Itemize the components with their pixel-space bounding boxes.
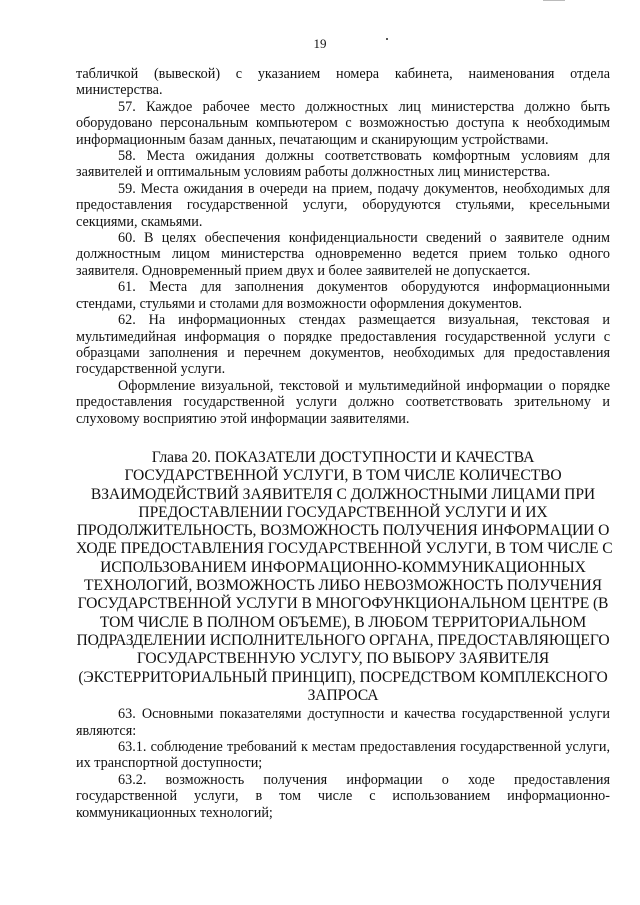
paragraph-p59: 59. Места ожидания в очереди на прием, подачу документов, необходимых для предоставления государственной услуги, оборудуются стульями, кресельными секциями, скамьями. [76,180,610,230]
paragraph-p61: 61. Места для заполнения документов оборудуются информационными стендами, стульями и столами для возможности оформления документов. [76,279,610,312]
paragraphs-before-chapter [76,66,610,427]
paragraph-p57: 57. Каждое рабочее место должностных лиц министерства должно быть оборудовано персональным компьютером с возможностью доступа к необходимым информационным базам данных, печатающим и сканирующим устройствами. [76,98,610,148]
paragraph-p63-2: 63.2. возможность получения информации о ходе предоставления государственной услуги, в том числе с использованием информационно-коммуникационных технологий; [76,771,610,821]
document-body [76,66,613,821]
chapter-heading-line: ГОСУДАРСТВЕННУЮ УСЛУГУ, ПО ВЫБОРУ ЗАЯВИТЕЛЯ [136,650,550,668]
chapter-heading-line: (ЭКСТЕРРИТОРИАЛЬНЫЙ ПРИНЦИП), ПОСРЕДСТВОМ КОМПЛЕКСНОГО [78,668,608,686]
chapter-heading-line: ГОСУДАРСТВЕННОЙ УСЛУГИ В МНОГОФУНКЦИОНАЛЬНОМ ЦЕНТРЕ (В [77,595,609,613]
paragraph-p58: 58. Места ожидания должны соответствовать комфортным условиям для заявителей и оптимальным условиям работы должностных лиц министерства. [76,148,610,181]
paragraph-p62: 62. На информационных стендах размещается визуальная, текстовая и мультимедийная информация о порядке предоставления государственной услуги с образцами заполнения и перечнем документов, необходимых для предоставления государственной услуги. [76,312,610,378]
paragraph-p-continuation: табличкой (вывеской) с указанием номера кабинета, наименования отдела министерства. [76,66,610,99]
paragraph-p63: 63. Основными показателями доступности и качества государственной услуги являются: [76,706,610,739]
scan-speck [386,38,388,40]
chapter-heading-line: ЗАПРОСА [307,686,379,704]
paragraph-p63-1: 63.1. соблюдение требований к местам предоставления государственной услуги, их транспортной доступности; [76,738,610,772]
chapter-heading-line: ТЕХНОЛОГИЙ, ВОЗМОЖНОСТЬ ЛИБО НЕВОЗМОЖНОСТЬ ПОЛУЧЕНИЯ [84,577,602,595]
chapter-heading-line: ИСПОЛЬЗОВАНИЕМ ИНФОРМАЦИОННО-КОММУНИКАЦИОННЫХ [100,558,586,576]
chapter-heading-line: ВЗАИМОДЕЙСТВИЙ ЗАЯВИТЕЛЯ С ДОЛЖНОСТНЫМИ ЛИЦАМИ ПРИ [90,485,596,503]
chapter-heading-line: ТОМ ЧИСЛЕ В ПОЛНОМ ОБЪЕМЕ), В ЛЮБОМ ТЕРРИТОРИАЛЬНОМ [99,613,587,631]
chapter-heading-line: ПОДРАЗДЕЛЕНИИ ИСПОЛНИТЕЛЬНОГО ОРГАНА, ПРЕДОСТАВЛЯЮЩЕГО [76,631,610,649]
chapter-heading-line: ПРОДОЛЖИТЕЛЬНОСТЬ, ВОЗМОЖНОСТЬ ПОЛУЧЕНИЯ ИНФОРМАЦИИ О [76,522,610,540]
chapter-20-heading [76,448,613,705]
paragraphs-after-chapter [76,706,610,821]
paragraph-p62b: Оформление визуальной, текстовой и мультимедийной информации о порядке предоставления государственной услуги должно соответствовать зрительному и слуховому восприятию этой информации заявителями. [76,377,610,427]
chapter-heading-line: Глава 20. ПОКАЗАТЕЛИ ДОСТУПНОСТИ И КАЧЕСТВА [151,448,535,466]
page-number: 19 [313,36,327,51]
chapter-heading-line: ГОСУДАРСТВЕННОЙ УСЛУГИ, В ТОМ ЧИСЛЕ КОЛИЧЕСТВО [124,467,562,485]
chapter-heading-line: ХОДЕ ПРЕДОСТАВЛЕНИЯ ГОСУДАРСТВЕННОЙ УСЛУГИ, В ТОМ ЧИСЛЕ С [76,540,613,558]
paragraph-p60: 60. В целях обеспечения конфиденциальности сведений о заявителе одним должностным лицом министерства одновременно ведется прием только одного заявителя. Одновременный прием двух и более заявителей не допускается. [76,230,610,279]
scan-edge-mark [543,0,565,1]
chapter-heading-line: ПРЕДОСТАВЛЕНИИ ГОСУДАРСТВЕННОЙ УСЛУГИ И ИХ [138,503,548,521]
